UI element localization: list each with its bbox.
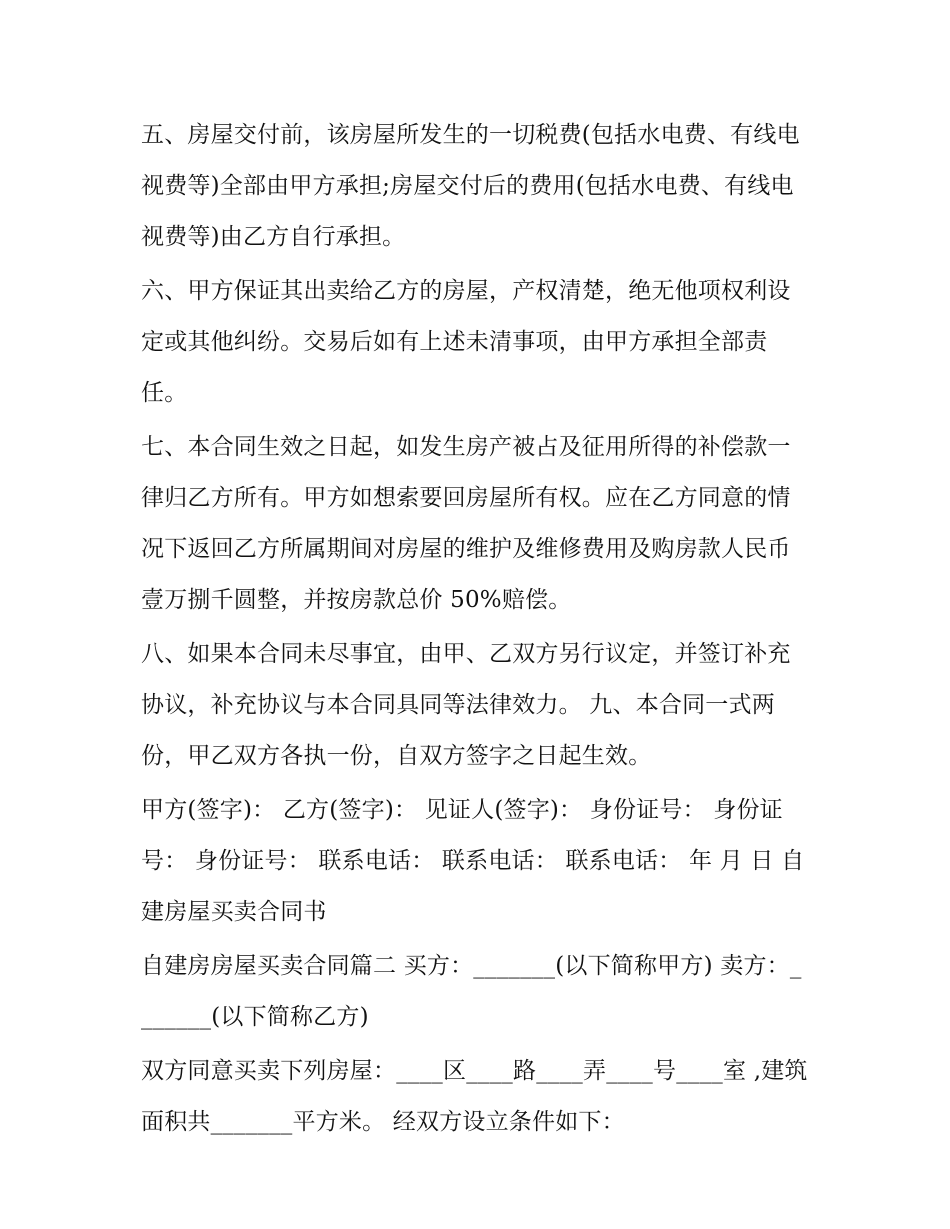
contract-two-parties-paragraph: 自建房房屋买卖合同篇二 买方：_______(以下简称甲方) 卖方：_______(以下简称乙方) xyxy=(141,953,802,1030)
clause-six-paragraph: 六、甲方保证其出卖给乙方的房屋，产权清楚，绝无他项权利设定或其他纠纷。交易后如有上述未清事项，由甲方承担全部责任。 xyxy=(141,278,791,406)
clause-seven-paragraph: 七、本合同生效之日起，如发生房产被占及征用所得的补偿款一律归乙方所有。甲方如想索要回房屋所有权。应在乙方同意的情况下返回乙方所属期间对房屋的维护及维修费用及购房款人民币壹万捌千圆整，并按房款总价 50%赔偿。 xyxy=(141,434,791,613)
property-description-paragraph: 双方同意买卖下列房屋：____区____路____弄____号____室 ,建筑面积共_______平方米。 经双方设立条件如下： xyxy=(141,1058,808,1135)
clause-five-paragraph: 五、房屋交付前，该房屋所发生的一切税费(包括水电费、有线电视费等)全部由甲方承担;房屋交付后的费用(包括水电费、有线电视费等)由乙方自行承担。 xyxy=(141,122,800,250)
clause-eight-nine-paragraph: 八、如果本合同未尽事宜，由甲、乙双方另行议定，并签订补充协议，补充协议与本合同具同等法律效力。 九、本合同一式两份，甲乙双方各执一份，自双方签字之日起生效。 xyxy=(141,641,791,769)
signature-block-paragraph: 甲方(签字)： 乙方(签字)： 见证人(签字)： 身份证号： 身份证号： 身份证号： 联系电话： 联系电话： 联系电话： 年 月 日 自建房屋买卖合同书 xyxy=(141,797,805,925)
document-body xyxy=(141,110,813,1151)
